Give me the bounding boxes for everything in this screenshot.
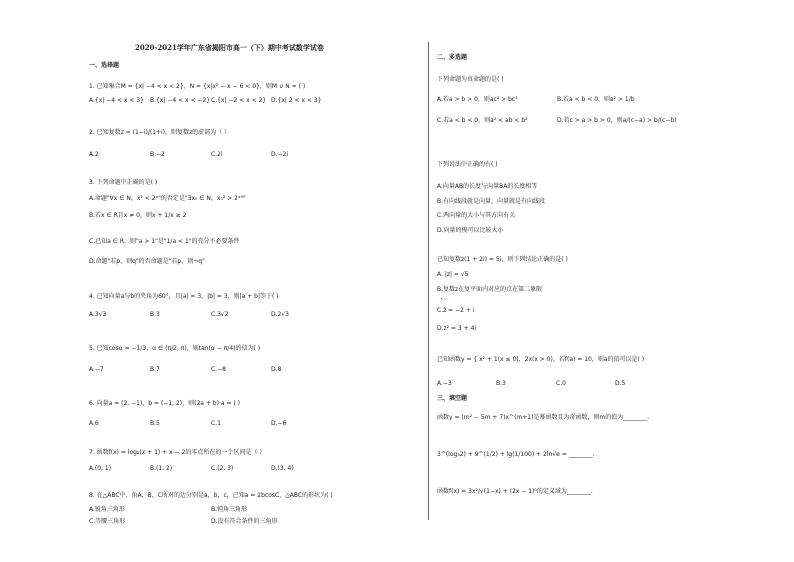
question-text: C.2i bbox=[211, 151, 223, 158]
question-text: 函数f(x) = 3x²/√(1−x) + (2x − 1)⁰的定义域为________. bbox=[437, 488, 593, 495]
question-text: A.6 bbox=[89, 420, 99, 427]
question-text: C.{x| −2 < x < 2} bbox=[211, 97, 267, 104]
question-text: 8. 在△ABC中，角A，B，C所对的边分别是a，b，c，已知a = 2bcosC，△ABC的形状为( ) bbox=[89, 492, 333, 499]
question-text: D.向量的模可以比较大小 bbox=[437, 227, 504, 234]
question-text: 7. 函数f(x) = log₂(x + 1) + x − 2的零点所在的一个区间是（ ） bbox=[89, 449, 266, 456]
stray-dot bbox=[441, 298, 442, 299]
question-text: C.(2, 3) bbox=[211, 465, 234, 472]
question-text: 4. 已知向量a与b的夹角为60°，且|a| = 3，|b| = 3，则|a + b|等于( ) bbox=[89, 293, 279, 300]
question-text: 2. 已知复数z = (1−i)/(1+i)，则复数z的虚部为（ ） bbox=[89, 129, 231, 136]
question-text: A. |z| = √5 bbox=[437, 271, 469, 278]
question-text: D.命题"若p，则q"的否命题是"若p，则¬q" bbox=[89, 258, 205, 265]
question-text: 下列说法中正确的有( ) bbox=[437, 161, 498, 168]
question-text: D.{x| 2 < x < 3} bbox=[271, 97, 322, 104]
question-text: A.向量AB的长度与向量BA的长度相等 bbox=[437, 183, 538, 190]
question-text: B.3 bbox=[496, 380, 506, 387]
question-text: C.已知a ∈ R，则"a > 1"是"1/a < 1"的充分不必要条件 bbox=[89, 238, 240, 245]
question-text: A.−3 bbox=[437, 380, 452, 387]
exam-title: 2020-2021学年广东省揭阳市高一（下）期中考试数学试卷 bbox=[135, 43, 324, 52]
question-text: A.−7 bbox=[89, 366, 104, 373]
question-text: 下列命题为真命题的是( ) bbox=[437, 76, 504, 83]
question-text: D.5 bbox=[615, 380, 626, 387]
question-text: 5. 已知cosα = −1/3，α ∈ (π/2, π)，则tan(α − π/4)的值为( ) bbox=[89, 345, 261, 352]
question-text: A.2 bbox=[89, 151, 99, 158]
question-text: B.钝角三角形 bbox=[211, 506, 248, 513]
question-text: A.3√3 bbox=[89, 311, 107, 318]
question-text: D.(3, 4) bbox=[271, 465, 294, 472]
question-text: D.若c > a > b > 0，则a/(c−a) > b/(c−b) bbox=[557, 117, 677, 124]
question-text: C.等腰三角形 bbox=[89, 518, 126, 525]
question-text: C.0 bbox=[556, 380, 566, 387]
question-text: B.复数z在复平面内对应的点在第二象限 bbox=[437, 286, 543, 293]
question-text: C.1 bbox=[211, 420, 221, 427]
question-text: A.锐角三角形 bbox=[89, 506, 125, 513]
question-text: B.−2 bbox=[150, 151, 165, 158]
question-text: C.z̄ = −2 + i bbox=[437, 307, 475, 314]
question-text: 已知复数z(1 + 2i) = 5i，则下列结论正确的是( ) bbox=[437, 256, 568, 263]
question-text: A.{x| −4 < x < 3} bbox=[89, 97, 144, 104]
column-divider bbox=[428, 42, 429, 520]
section-heading: 一、选择题 bbox=[89, 62, 120, 69]
question-text: A.(0, 1) bbox=[89, 465, 112, 472]
question-text: B.5 bbox=[150, 420, 160, 427]
question-text: D.−2i bbox=[271, 151, 289, 158]
question-text: B.3 bbox=[150, 311, 160, 318]
question-text: C.−8 bbox=[211, 366, 226, 373]
question-text: C.两向量的大小与其方向有关 bbox=[437, 212, 516, 219]
section-heading: 二、多选题 bbox=[437, 54, 468, 61]
question-text: D.2√3 bbox=[271, 311, 289, 318]
question-text: A.若a > b > 0，则ac² > bc² bbox=[437, 96, 518, 103]
question-text: C.若a < b < 0，则a² < ab < b² bbox=[437, 117, 528, 124]
question-text: B.若a < b < 0，则a² > 1/b bbox=[557, 96, 635, 103]
question-text: D.没有符合条件的三角形 bbox=[211, 518, 278, 525]
question-text: D.8 bbox=[271, 366, 282, 373]
question-text: B.(1, 2) bbox=[150, 465, 173, 472]
question-text: 6. 向量a = (2, −1)，b = (−1, 2)，则(2a + b)·a = ( ) bbox=[89, 400, 240, 407]
question-text: D.z² = 3 + 4i bbox=[437, 325, 477, 332]
question-text: 1. 已知集合M = {x| −4 < x < 2}，N = {x|x² − x − 6 < 0}，则M ∪ N = ( ) bbox=[89, 83, 306, 90]
question-text: 3. 下列命题中正确的是( ) bbox=[89, 179, 158, 186]
question-text: 已知函数y = { x² + 1(x ≤ 0)，2x(x > 0)，若f(a) = 10，则a的值可以是( ) bbox=[437, 356, 645, 363]
question-text: B.若x ∈ R且x ≠ 0，则x + 1/x ≥ 2 bbox=[89, 212, 187, 219]
question-text: C.3√2 bbox=[211, 311, 229, 318]
question-text: A.命题"∀x ∈ N，x² < 2ˣ"的否定是"∃x₀ ∈ N，x₀² > 2ˣ⁰" bbox=[89, 195, 246, 202]
question-text: B.{x| −4 < x < −2} bbox=[150, 97, 211, 104]
question-text: D.−6 bbox=[271, 420, 287, 427]
question-text: B.7 bbox=[150, 366, 160, 373]
question-text: 3^(log₃2) + 9^(1/2) + lg(1/100) + 2ln√e = ________. bbox=[437, 451, 595, 458]
question-text: 函数y = (m² − 5m + 7)x^(m+1)是幂函数且为奇函数，则m的值为________. bbox=[437, 414, 650, 421]
question-text: B.有向线段就是向量，向量就是有向线段 bbox=[437, 198, 546, 205]
section-heading: 三、填空题 bbox=[437, 395, 468, 402]
